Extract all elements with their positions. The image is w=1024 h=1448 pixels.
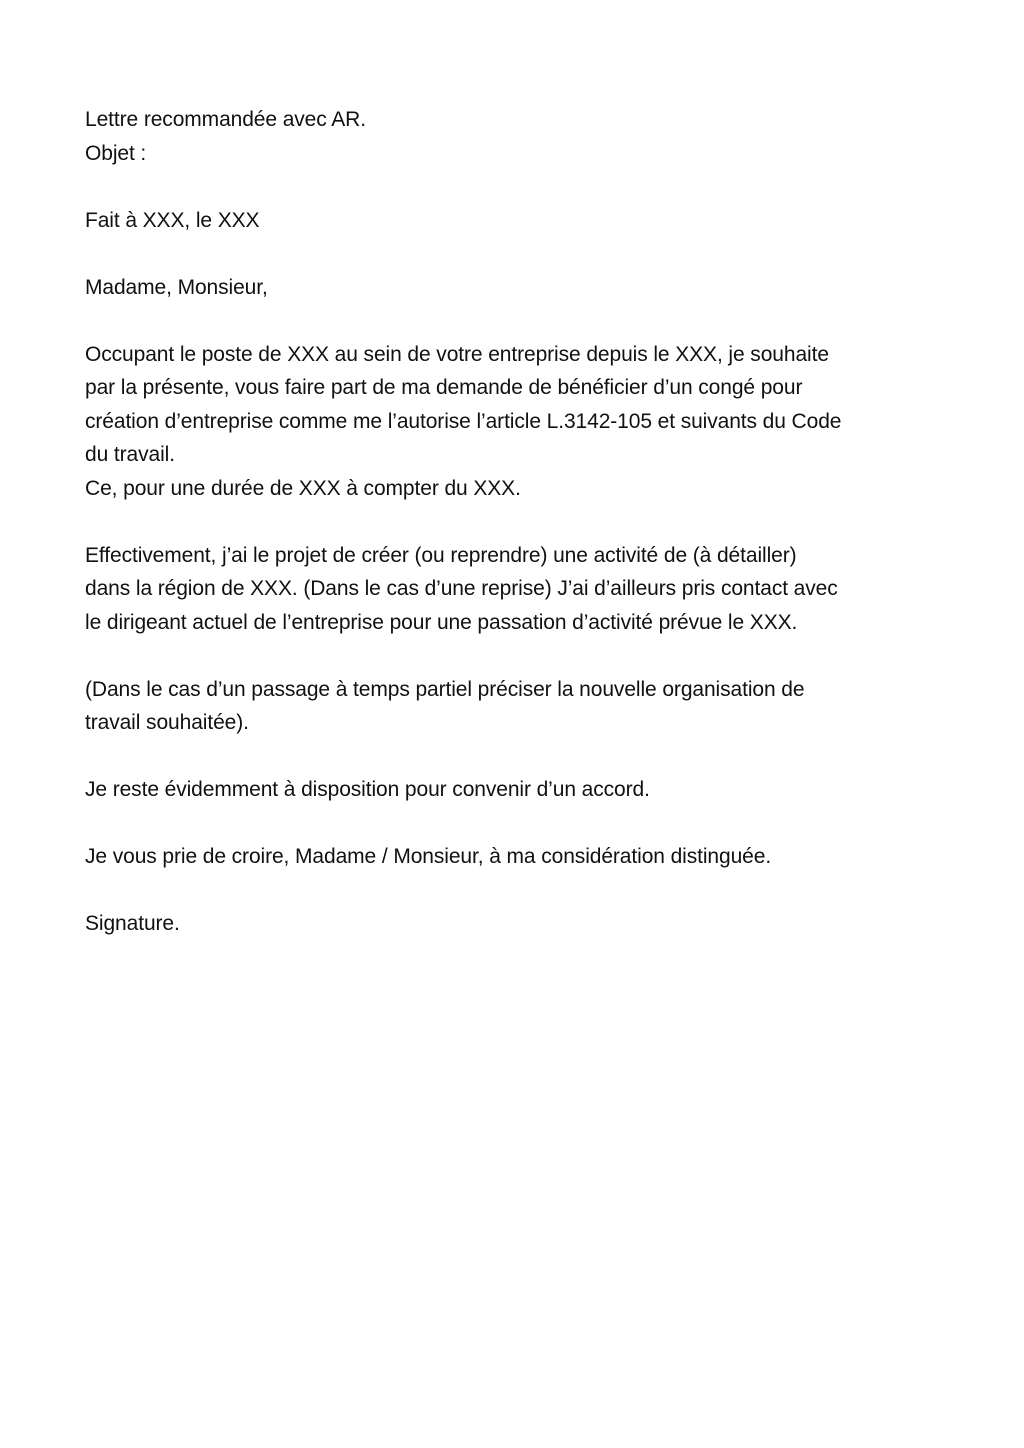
paragraph-part-time: [85, 673, 955, 740]
salutation: [85, 271, 955, 305]
signature-line: Signature.: [85, 912, 180, 935]
paragraph-line: création d’entreprise comme me l’autorise l’article L.3142-105 et suivants du Code: [85, 409, 842, 433]
availability-line: Je reste évidemment à disposition pour convenir d’un accord.: [85, 778, 650, 801]
signature: [85, 907, 955, 941]
place-date-line: Fait à XXX, le XXX: [85, 208, 260, 232]
paragraph-line: Ce, pour une durée de XXX à compter du XXX.: [85, 476, 521, 500]
paragraph-line: par la présente, vous faire part de ma demande de bénéficier d’un congé pour: [85, 376, 803, 399]
paragraph-request: [85, 338, 955, 506]
closing: [85, 840, 955, 874]
paragraph-line: Occupant le poste de XXX au sein de votre entreprise depuis le XXX, je souhaite: [85, 342, 829, 366]
letter-header: [85, 103, 955, 170]
paragraph-line: (Dans le cas d’un passage à temps partiel préciser la nouvelle organisation de: [85, 677, 805, 701]
paragraph-project: [85, 539, 955, 640]
salutation-line: Madame, Monsieur,: [85, 275, 268, 299]
place-date: [85, 204, 955, 238]
paragraph-line: le dirigeant actuel de l’entreprise pour une passation d’activité prévue le XXX.: [85, 610, 798, 634]
paragraph-line: travail souhaitée).: [85, 711, 249, 734]
letter-body: [85, 103, 955, 974]
registered-mail-line: Lettre recommandée avec AR.: [85, 108, 366, 131]
availability: [85, 773, 955, 807]
paragraph-line: Effectivement, j’ai le projet de créer (ou reprendre) une activité de (à détailler): [85, 543, 797, 567]
paragraph-line: dans la région de XXX. (Dans le cas d’une reprise) J’ai d’ailleurs pris contact avec: [85, 577, 838, 600]
closing-line: Je vous prie de croire, Madame / Monsieur, à ma considération distinguée.: [85, 845, 772, 868]
subject-line: Objet :: [85, 141, 147, 165]
paragraph-line: du travail.: [85, 443, 175, 466]
